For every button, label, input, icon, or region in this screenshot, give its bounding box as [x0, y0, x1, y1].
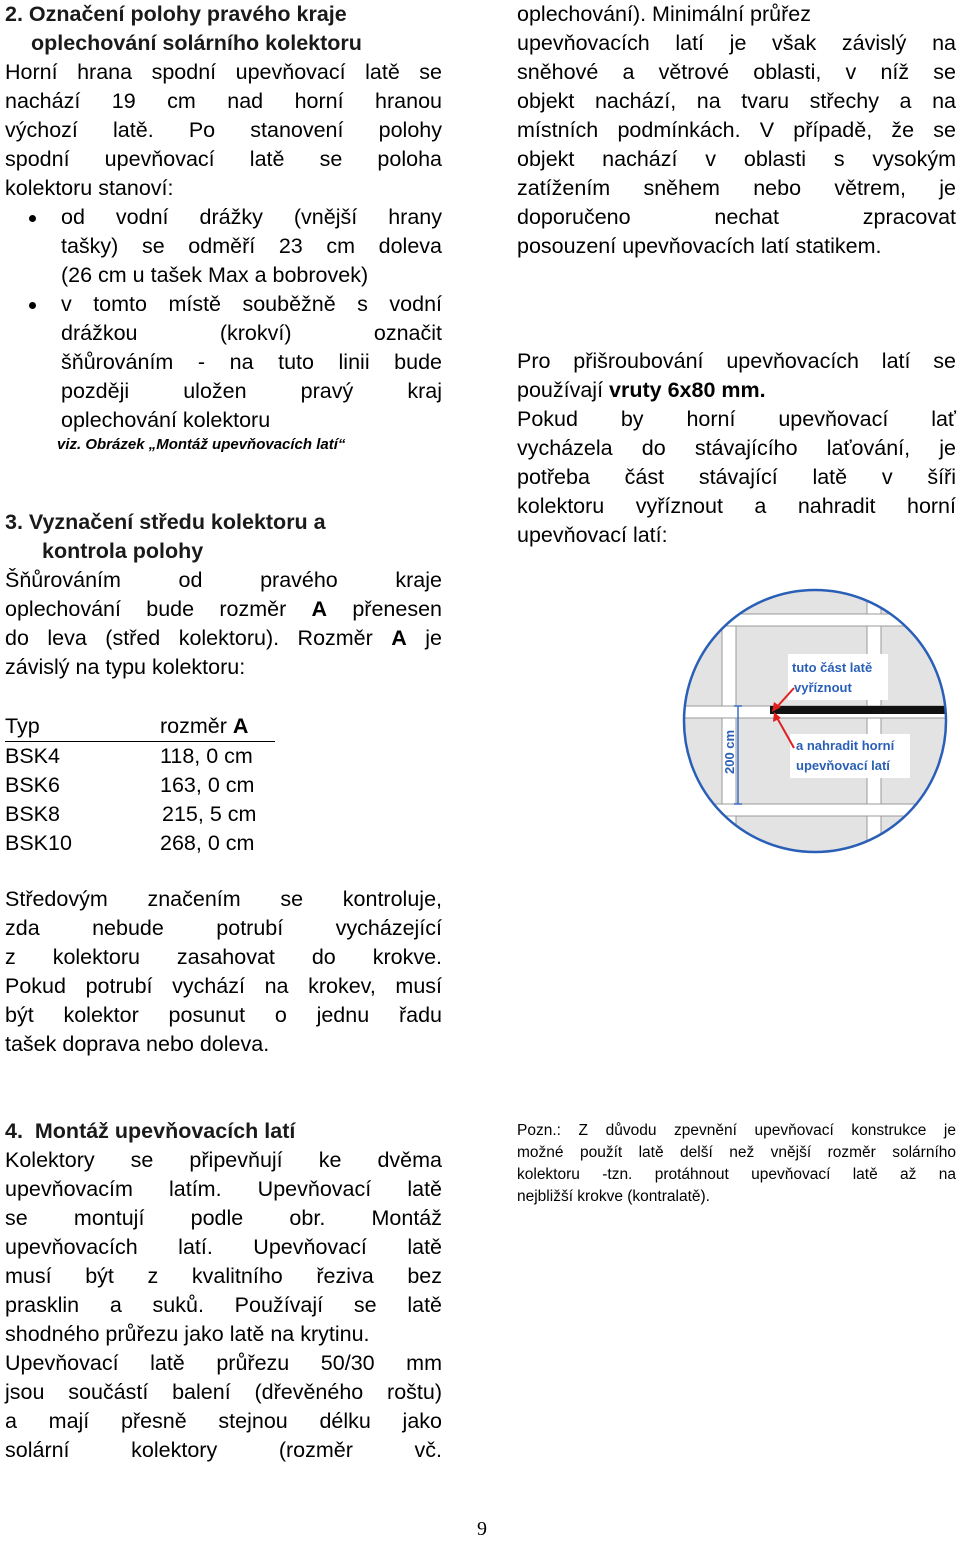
section-3 — [5, 508, 442, 682]
paragraph-line: oplechování). Minimální průřez — [517, 2, 811, 26]
section-3-heading-line-2: kontrola polohy — [42, 539, 204, 563]
paragraph-line: sněhové a větrové oblasti, v níž se — [517, 60, 956, 84]
section-4-text-line: Kolektory se připevňují ke dvěma — [5, 1148, 442, 1172]
dimension-label: 200 cm — [722, 729, 737, 774]
section-4-text-line: upevňovacím latím. Upevňovací latě — [5, 1177, 442, 1201]
paragraph-line: kolektoru vyříznout a nahradit horní — [517, 494, 956, 518]
bullet-text-line: šňůrováním - na tuto linii bude — [61, 350, 442, 374]
paragraph-line: zatížením sněhem nebo větrem, je — [517, 176, 956, 200]
replace-label-line-1: a nahradit horní — [796, 738, 895, 753]
screws-paragraph — [517, 347, 956, 550]
table-cell-type: BSK6 — [5, 773, 60, 797]
roof-batten-diagram — [682, 588, 948, 854]
paragraph-line: Pro přišroubování upevňovacích latí se — [517, 349, 956, 373]
column-header-type-label: Typ — [5, 714, 40, 738]
table-cell-dimension: 268, 0 cm — [160, 831, 255, 855]
bullet-item — [5, 290, 442, 435]
bullet-text-line: od vodní drážky (vnější hrany — [61, 205, 442, 229]
table-row — [5, 800, 275, 829]
paragraph-line: upevňovacích latí je však závislý na — [517, 31, 956, 55]
table-cell-type: BSK8 — [5, 802, 60, 826]
text-fragment: do leva (střed kolektoru). Rozměr — [5, 626, 392, 650]
dimension-letter-a: A — [391, 626, 407, 650]
column-header-dimension-label: rozměr — [160, 714, 233, 738]
bullet-text-line: později uložen pravý kraj — [61, 379, 442, 403]
note-line: možné použít latě delší než vnější rozměr solárního — [517, 1144, 956, 1161]
section-2 — [5, 0, 442, 455]
note-prefix: Pozn. — [517, 1122, 557, 1139]
table-row — [5, 829, 275, 858]
text-fragment: oplechování bude rozměr — [5, 597, 312, 621]
section-3-text-line — [5, 624, 442, 653]
screw-spec: vruty 6x80 mm. — [609, 378, 766, 402]
replace-label-line-2: upevňovací latí — [796, 758, 890, 773]
section-3-text-line: závislý na typu kolektoru: — [5, 655, 246, 679]
note-paragraph — [517, 1120, 956, 1208]
paragraph-line: posouzení upevňovacích latí statikem. — [517, 234, 882, 258]
table-cell-dimension: 215, 5 cm — [162, 802, 257, 826]
cut-label-line-2: vyříznout — [794, 680, 852, 695]
section-4-text-line: upevňovacích latí. Upevňovací latě — [5, 1235, 442, 1259]
paragraph-line: Středovým značením se kontroluje, — [5, 887, 442, 911]
section-4-text-line: a mají přesně stejnou délku jako — [5, 1409, 442, 1433]
section-3-heading-line-1: 3. Vyznačení středu kolektoru a — [5, 510, 326, 534]
paragraph-line: místních podmínkách. V případě, že se — [517, 118, 956, 142]
page-number: 9 — [477, 1518, 487, 1540]
section-2-text-line: výchozí latě. Po stanovení polohy — [5, 118, 442, 142]
text-fragment: : Z důvodu zpevnění upevňovací konstrukce je — [556, 1122, 956, 1139]
section-4-number: 4. — [5, 1119, 23, 1143]
column-header-dimension — [160, 712, 275, 742]
bullet-text-line: drážkou (krokví) označit — [61, 321, 442, 345]
section-2-text-line: nachází 19 cm nad horní hranou — [5, 89, 442, 113]
note-line — [517, 1120, 956, 1142]
section-3-text-line — [5, 595, 442, 624]
section-2-heading-line-2: oplechování solárního kolektoru — [31, 31, 362, 55]
paragraph-line: objekt nachází, na tvaru střechy a na — [517, 89, 956, 113]
replaced-upper-batten — [770, 706, 948, 714]
section-4-text-line: shodného průřezu jako latě na krytinu. — [5, 1322, 370, 1346]
section-4-text-line: prasklin a suků. Používají se latě — [5, 1293, 442, 1317]
section-4 — [5, 1117, 442, 1465]
cut-label-line-1: tuto část latě — [792, 660, 873, 675]
collector-dimension-table — [5, 712, 442, 858]
batten-replacement-figure — [682, 588, 948, 854]
batten-cross-section-paragraph — [517, 0, 956, 261]
bullet-text-line: tašky) se odměří 23 cm doleva — [61, 234, 442, 258]
paragraph-line — [517, 376, 956, 405]
dimension-letter-a: A — [232, 714, 249, 738]
column-header-type — [5, 712, 160, 742]
paragraph-line: upevňovací latí: — [517, 523, 668, 547]
dimension-letter-a: A — [311, 597, 328, 621]
section-2-text-line: Horní hrana spodní upevňovací latě se — [5, 60, 442, 84]
paragraph-line: objekt nachází v oblasti s vysokým — [517, 147, 956, 171]
bullet-dot-icon — [29, 302, 36, 309]
table-cell-type: BSK4 — [5, 744, 60, 768]
note-line: kolektoru -tzn. protáhnout upevňovací latě až na — [517, 1166, 956, 1183]
section-4-text-line: se montují podle obr. Montáž — [5, 1206, 442, 1230]
text-fragment: přenesen — [327, 597, 442, 621]
section-4-text-line: solární kolektory (rozměr vč. — [5, 1438, 442, 1462]
text-fragment: je — [406, 626, 442, 650]
center-check-paragraph — [5, 885, 442, 1059]
paragraph-line: být kolektor posunut o jednu řadu — [5, 1003, 442, 1027]
section-4-text-line: musí být z kvalitního řeziva bez — [5, 1264, 442, 1288]
section-3-text-line: Šňůrováním od pravého kraje — [5, 568, 442, 592]
paragraph-line: vycházela do stávajícího laťování, je — [517, 436, 956, 460]
table-cell-type: BSK10 — [5, 831, 72, 855]
paragraph-line: tašek doprava nebo doleva. — [5, 1032, 270, 1056]
section-2-heading-line-1: 2. Označení polohy pravého kraje — [5, 2, 347, 26]
batten — [682, 614, 948, 626]
text-fragment: používají — [517, 378, 610, 402]
section-4-text-line: Upevňovací latě průřezu 50/30 mm — [5, 1351, 442, 1375]
paragraph-line: Pokud by horní upevňovací lať — [517, 407, 956, 431]
bullet-dot-icon — [29, 215, 36, 222]
table-cell-dimension: 163, 0 cm — [160, 773, 255, 797]
section-2-text-line: kolektoru stanoví: — [5, 176, 174, 200]
section-4-title: Montáž upevňovacích latí — [34, 1119, 296, 1143]
paragraph-line: zda nebude potrubí vycházející — [5, 916, 442, 940]
dimension-table — [5, 712, 275, 858]
table-row — [5, 771, 275, 800]
figure-reference-caption: viz. Obrázek „Montáž upevňovacích latí“ — [57, 436, 346, 453]
table-cell-dimension: 118, 0 cm — [160, 744, 253, 768]
paragraph-line: z kolektoru zasahovat do krokve. — [5, 945, 442, 969]
bullet-item — [5, 203, 442, 290]
section-2-bullet-list — [5, 203, 442, 435]
note-line: nejbližší krokve (kontralatě). — [517, 1188, 710, 1205]
paragraph-line: potřeba část stávající latě v šíři — [517, 465, 956, 489]
section-4-heading — [5, 1117, 442, 1146]
section-4-text-line: jsou součástí balení (dřevěného roštu) — [5, 1380, 442, 1404]
bullet-text-line: (26 cm u tašek Max a bobrovek) — [61, 263, 369, 287]
table-header-row — [5, 712, 275, 742]
section-2-text-line: spodní upevňovací latě se poloha — [5, 147, 442, 171]
bullet-text-line: oplechování kolektoru — [61, 408, 271, 432]
bullet-text-line: v tomto místě souběžně s vodní — [61, 292, 442, 316]
paragraph-line: Pokud potrubí vychází na krokev, musí — [5, 974, 442, 998]
table-row — [5, 742, 275, 772]
paragraph-line: doporučeno nechat zpracovat — [517, 205, 956, 229]
